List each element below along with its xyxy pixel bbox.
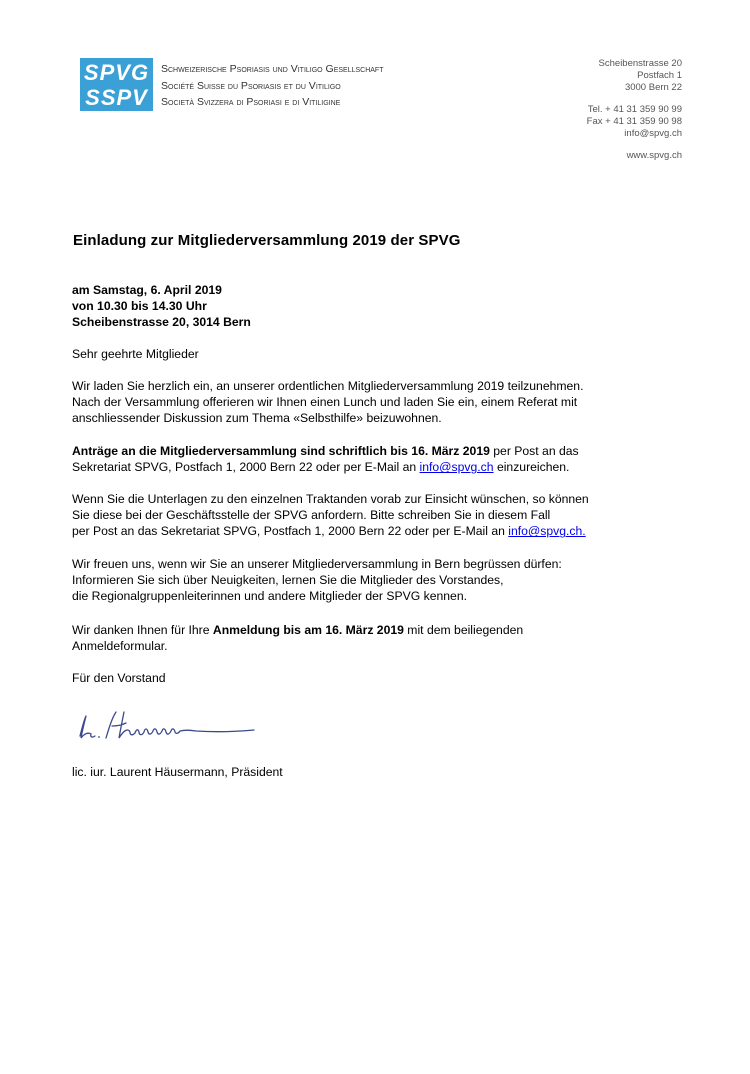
org-name-fr: Société Suisse du Psoriasis et du Vitiligo: [161, 79, 341, 92]
organization-names: [161, 61, 384, 111]
text-line: Wenn Sie die Unterlagen zu den einzelnen Traktanden vorab zur Einsicht wünschen, so können: [72, 492, 589, 506]
address-postbox: Postfach 1: [637, 70, 682, 81]
address-city: 3000 Bern 22: [624, 82, 682, 93]
fax-number: Fax + 41 31 359 90 98: [586, 116, 682, 127]
header-email: info@spvg.ch: [624, 128, 682, 139]
text-line: Sie diese bei der Geschäftsstelle der SPVG anfordern. Bitte schreiben Sie in diesem Fall: [72, 508, 551, 523]
text-line: [72, 523, 682, 539]
text-span: Sekretariat SPVG, Postfach 1, 2000 Bern 22 oder per E-Mail an: [72, 460, 420, 475]
logo-line-2: SSPV: [85, 85, 148, 110]
text-span: einzureichen.: [493, 460, 570, 475]
spvg-logo: [80, 58, 153, 111]
text-span: per Post an das: [489, 444, 579, 458]
text-line: die Regionalgruppenleiterinnen und andere Mitglieder der SPVG kennen.: [72, 589, 468, 604]
signatory-name: lic. iur. Laurent Häusermann, Präsident: [72, 765, 283, 779]
text-span: Wir danken Ihnen für Ihre: [72, 623, 213, 637]
text-span: mit dem beiliegenden: [403, 623, 524, 637]
text-line: anschliessender Diskussion zum Thema «Selbsthilfe» beizuwohnen.: [72, 411, 442, 426]
address-block: [587, 58, 682, 162]
text-line: [72, 443, 682, 459]
org-name-de: Schweizerische Psoriasis und Vitiligo Gesellschaft: [161, 63, 384, 75]
event-details: [72, 282, 682, 331]
website: www.spvg.ch: [626, 150, 682, 161]
paragraph-motions: [72, 443, 682, 475]
paragraph-invitation: [72, 378, 682, 427]
org-name-it: Società Svizzera di Psoriasi e di Vitiligine: [161, 96, 341, 108]
text-line: Nach der Versammlung offerieren wir Ihnen einen Lunch und laden Sie ein, einem Referat mit: [72, 395, 578, 410]
text-line: Informieren Sie sich über Neuigkeiten, lernen Sie die Mitglieder des Vorstandes,: [72, 573, 504, 588]
event-place: Scheibenstrasse 20, 3014 Bern: [72, 315, 251, 330]
text-span: per Post an das Sekretariat SPVG, Postfach 1, 2000 Bern 22 oder per E-Mail an: [72, 524, 509, 539]
text-line: Wir freuen uns, wenn wir Sie an unserer Mitgliederversammlung in Bern begrüssen dürfen:: [72, 557, 562, 571]
text-line: Anmeldeformular.: [72, 639, 168, 654]
text-line: [72, 459, 682, 475]
email-link[interactable]: info@spvg.ch: [419, 460, 494, 475]
logo-line-1: SPVG: [83, 60, 150, 85]
text-line: Wir laden Sie herzlich ein, an unserer ordentlichen Mitgliederversammlung 2019 teilzunehmen.: [72, 379, 584, 393]
letter-title: Einladung zur Mitgliederversammlung 2019 der SPVG: [73, 232, 461, 249]
paragraph-documents: [72, 491, 682, 540]
email-link[interactable]: info@spvg.ch.: [508, 524, 586, 539]
address-street: Scheibenstrasse 20: [598, 58, 682, 69]
phone-number: Tel. + 41 31 359 90 99: [587, 104, 682, 115]
event-time: von 10.30 bis 14.30 Uhr: [72, 299, 207, 314]
salutation: Sehr geehrte Mitglieder: [72, 347, 199, 361]
paragraph-registration: [72, 622, 682, 654]
text-line: [72, 622, 682, 638]
handwritten-signature: [72, 706, 262, 746]
registration-deadline: Anmeldung bis am 16. März 2019: [212, 623, 404, 637]
motions-deadline: Anträge an die Mitgliederversammlung sind schriftlich bis 16. März 2019: [72, 444, 490, 458]
event-date: am Samstag, 6. April 2019: [72, 283, 222, 297]
closing: Für den Vorstand: [72, 671, 166, 685]
paragraph-welcome: [72, 556, 682, 605]
